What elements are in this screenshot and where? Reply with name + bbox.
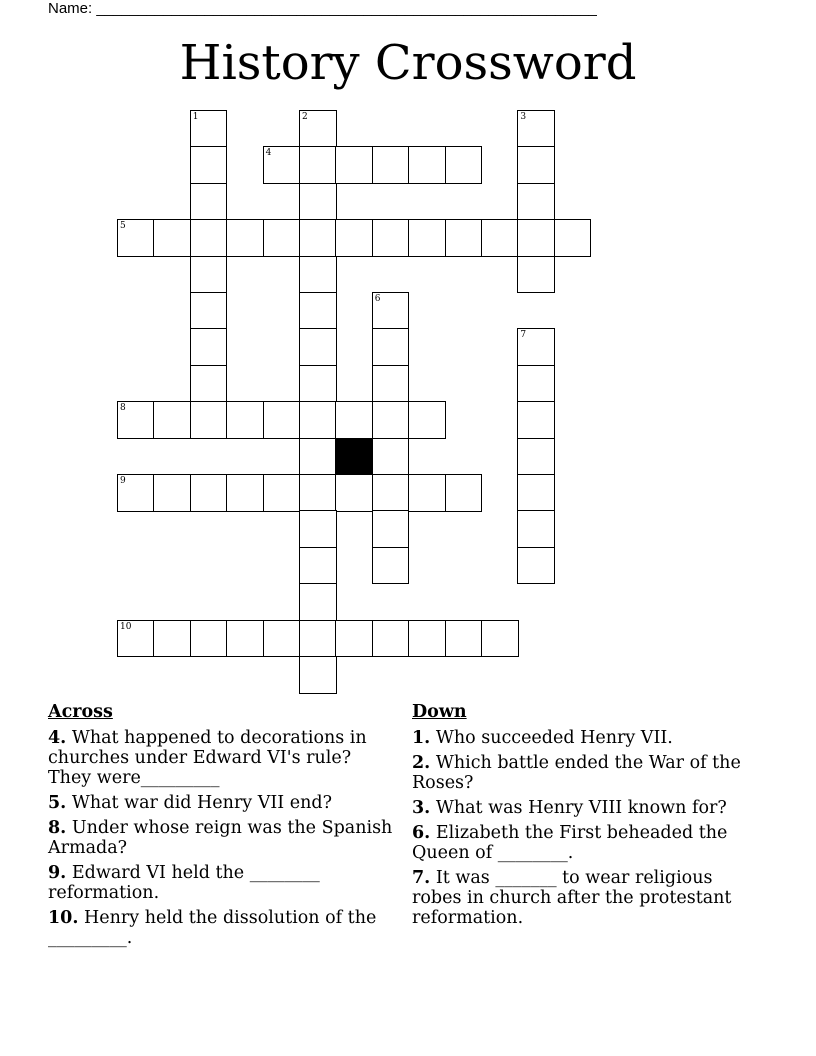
grid-cell[interactable] bbox=[445, 219, 483, 257]
clue-text: Elizabeth the First beheaded the Queen of ________. bbox=[412, 823, 728, 863]
grid-cell[interactable] bbox=[517, 510, 555, 548]
grid-cell[interactable] bbox=[117, 401, 155, 439]
clue-number: 1. bbox=[412, 728, 431, 748]
grid-cell[interactable] bbox=[299, 365, 337, 403]
grid-cell[interactable] bbox=[190, 183, 228, 221]
across-heading: Across bbox=[48, 702, 113, 722]
grid-cell[interactable] bbox=[408, 474, 446, 512]
across-clue bbox=[48, 863, 398, 903]
grid-cell[interactable] bbox=[190, 401, 228, 439]
grid-cell[interactable] bbox=[299, 146, 337, 184]
grid-cell[interactable] bbox=[190, 328, 228, 366]
grid-cell[interactable] bbox=[263, 219, 301, 257]
grid-cell[interactable] bbox=[299, 583, 337, 621]
grid-cell[interactable] bbox=[299, 292, 337, 330]
grid-cell[interactable] bbox=[299, 183, 337, 221]
name-field-label[interactable]: Name: ____________________________________________________________ bbox=[48, 0, 597, 17]
grid-cell[interactable] bbox=[153, 401, 191, 439]
clue-number-label: 2 bbox=[302, 112, 308, 122]
grid-cell[interactable] bbox=[372, 292, 410, 330]
clue-number-label: 1 bbox=[192, 112, 199, 122]
grid-cell[interactable] bbox=[263, 401, 301, 439]
grid-cell[interactable] bbox=[517, 438, 555, 476]
grid-cell[interactable] bbox=[226, 620, 264, 658]
down-clue bbox=[412, 798, 752, 818]
grid-cell[interactable] bbox=[226, 474, 264, 512]
clue-text: What happened to decorations in churches under Edward VI's rule? They were_________ bbox=[48, 728, 367, 788]
clue-number-label: 9 bbox=[120, 476, 126, 486]
grid-cell[interactable] bbox=[445, 474, 483, 512]
grid-cell[interactable] bbox=[299, 110, 337, 148]
grid-cell[interactable] bbox=[408, 620, 446, 658]
clue-number: 8. bbox=[48, 818, 67, 838]
grid-cell[interactable] bbox=[481, 620, 519, 658]
down-clue bbox=[412, 753, 752, 793]
clue-text: Who succeeded Henry VII. bbox=[435, 728, 673, 748]
clue-text: Henry held the dissolution of the _________. bbox=[48, 908, 377, 948]
across-clues bbox=[48, 702, 398, 953]
grid-cell[interactable] bbox=[190, 219, 228, 257]
clue-number: 7. bbox=[412, 868, 431, 888]
clue-number-label: 6 bbox=[374, 294, 381, 304]
clue-number-label: 4 bbox=[265, 148, 272, 159]
grid-cell[interactable] bbox=[299, 328, 337, 366]
black-cell bbox=[335, 438, 373, 476]
grid-cell[interactable] bbox=[190, 146, 228, 184]
grid-cell[interactable] bbox=[517, 183, 555, 221]
grid-cell[interactable] bbox=[372, 438, 410, 476]
grid-cell[interactable] bbox=[445, 620, 483, 658]
grid-cell[interactable] bbox=[517, 547, 555, 585]
grid-cell[interactable] bbox=[372, 510, 410, 548]
grid-cell[interactable] bbox=[445, 146, 483, 184]
grid-cell[interactable] bbox=[117, 474, 155, 512]
grid-cell[interactable] bbox=[190, 292, 228, 330]
across-clue bbox=[48, 818, 398, 858]
grid-cell[interactable] bbox=[372, 146, 410, 184]
grid-cell[interactable] bbox=[335, 474, 373, 512]
clue-number: 6. bbox=[412, 823, 431, 843]
clue-number: 5. bbox=[48, 793, 67, 813]
grid-cell[interactable] bbox=[190, 110, 228, 148]
grid-cell[interactable] bbox=[299, 547, 337, 585]
clue-number-label: 8 bbox=[120, 403, 126, 414]
clue-text: Under whose reign was the Spanish Armada? bbox=[48, 818, 393, 858]
grid-cell[interactable] bbox=[263, 620, 301, 658]
grid-cell[interactable] bbox=[263, 474, 301, 512]
grid-cell[interactable] bbox=[226, 219, 264, 257]
grid-cell[interactable] bbox=[117, 219, 155, 257]
clue-number: 3. bbox=[412, 798, 431, 818]
grid-cell[interactable] bbox=[190, 474, 228, 512]
grid-cell[interactable] bbox=[481, 219, 519, 257]
grid-cell[interactable] bbox=[408, 146, 446, 184]
grid-cell[interactable] bbox=[190, 256, 228, 294]
grid-cell[interactable] bbox=[299, 510, 337, 548]
clue-number-label: 7 bbox=[520, 330, 527, 341]
grid-cell[interactable] bbox=[372, 620, 410, 658]
page-title: History Crossword bbox=[179, 35, 637, 91]
down-heading: Down bbox=[412, 702, 467, 722]
grid-cell[interactable] bbox=[299, 656, 337, 694]
grid-cell[interactable] bbox=[299, 438, 337, 476]
down-clue bbox=[412, 728, 752, 748]
clue-text: Which battle ended the War of the Roses? bbox=[412, 753, 741, 793]
grid-cell[interactable] bbox=[153, 219, 191, 257]
clue-number-label: 10 bbox=[120, 621, 132, 632]
grid-cell[interactable] bbox=[299, 620, 337, 658]
clue-text: What was Henry VIII known for? bbox=[435, 798, 727, 818]
across-clue bbox=[48, 908, 398, 948]
grid-cell[interactable] bbox=[554, 219, 592, 257]
grid-cell[interactable] bbox=[517, 219, 555, 257]
down-clue bbox=[412, 823, 752, 863]
grid-cell[interactable] bbox=[517, 365, 555, 403]
clue-number-label: 5 bbox=[120, 221, 126, 232]
grid-cell[interactable] bbox=[372, 219, 410, 257]
grid-cell[interactable] bbox=[299, 219, 337, 257]
grid-cell[interactable] bbox=[190, 365, 228, 403]
grid-cell[interactable] bbox=[372, 401, 410, 439]
grid-cell[interactable] bbox=[517, 110, 555, 148]
down-clues bbox=[412, 702, 752, 933]
grid-cell[interactable] bbox=[372, 474, 410, 512]
grid-cell[interactable] bbox=[190, 620, 228, 658]
clue-text: Edward VI held the ________ reformation. bbox=[48, 863, 320, 903]
grid-cell[interactable] bbox=[372, 328, 410, 366]
clue-number-label: 3 bbox=[520, 112, 527, 122]
grid-cell[interactable] bbox=[408, 401, 446, 439]
grid-cell[interactable] bbox=[372, 365, 410, 403]
grid-cell[interactable] bbox=[335, 146, 373, 184]
clue-number: 2. bbox=[412, 753, 431, 773]
grid-cell[interactable] bbox=[335, 401, 373, 439]
clue-number: 4. bbox=[48, 728, 67, 748]
across-clue bbox=[48, 728, 398, 788]
grid-cell[interactable] bbox=[408, 219, 446, 257]
across-clue bbox=[48, 793, 398, 813]
clue-text: What war did Henry VII end? bbox=[71, 793, 332, 813]
grid-cell[interactable] bbox=[335, 219, 373, 257]
clue-text: It was _______ to wear religious robes in church after the protestant reformation. bbox=[412, 868, 732, 928]
grid-cell[interactable] bbox=[263, 146, 301, 184]
grid-cell[interactable] bbox=[226, 401, 264, 439]
grid-cell[interactable] bbox=[299, 401, 337, 439]
grid-cell[interactable] bbox=[153, 620, 191, 658]
grid-cell[interactable] bbox=[117, 620, 155, 658]
grid-cell[interactable] bbox=[517, 146, 555, 184]
grid-cell[interactable] bbox=[299, 256, 337, 294]
grid-cell[interactable] bbox=[299, 474, 337, 512]
grid-cell[interactable] bbox=[335, 620, 373, 658]
clue-number: 9. bbox=[48, 863, 67, 883]
grid-cell[interactable] bbox=[153, 474, 191, 512]
grid-cell[interactable] bbox=[517, 328, 555, 366]
grid-cell[interactable] bbox=[517, 401, 555, 439]
grid-cell[interactable] bbox=[517, 256, 555, 294]
grid-cell[interactable] bbox=[372, 547, 410, 585]
grid-cell[interactable] bbox=[517, 474, 555, 512]
clue-number: 10. bbox=[48, 908, 79, 928]
down-clue bbox=[412, 868, 752, 928]
